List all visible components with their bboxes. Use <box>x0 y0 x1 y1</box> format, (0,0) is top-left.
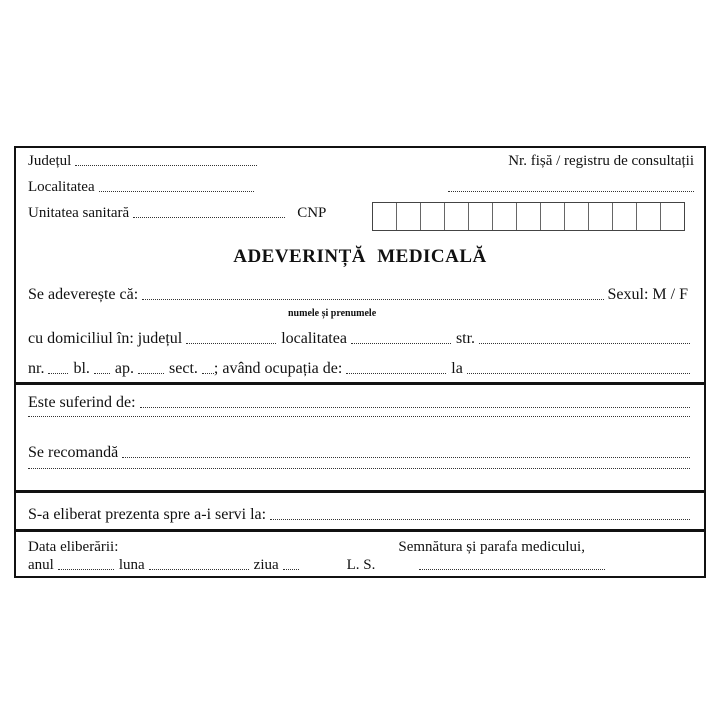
ap-field[interactable] <box>138 373 164 374</box>
suferind-row-2 <box>28 416 694 421</box>
suferind-field-2[interactable] <box>28 416 690 417</box>
medical-certificate-form <box>14 146 706 578</box>
recomanda-row-2 <box>28 468 694 473</box>
localitate-domiciliu-field[interactable] <box>351 343 451 344</box>
recomanda-field-2[interactable] <box>28 468 690 469</box>
cnp-digit[interactable] <box>517 203 541 230</box>
occupation-row <box>28 360 694 378</box>
sex-label: Sexul: M / F <box>607 286 688 303</box>
la-field[interactable] <box>467 373 690 374</box>
cnp-digit[interactable] <box>589 203 613 230</box>
judetul-label: Județul <box>28 153 72 169</box>
semnatura-label: Semnătura și parafa medicului, <box>398 539 585 555</box>
sect-label: sect. <box>169 360 198 377</box>
cnp-digit[interactable] <box>661 203 684 230</box>
eliberat-row <box>28 506 694 524</box>
localitate-label: localitatea <box>281 330 347 347</box>
localitatea-field[interactable] <box>99 191 254 192</box>
ls-label: L. S. <box>346 557 376 573</box>
judetul-field[interactable] <box>75 165 257 166</box>
cnp-digit[interactable] <box>541 203 565 230</box>
cnp-digit[interactable] <box>421 203 445 230</box>
address-row <box>28 330 694 348</box>
str-field[interactable] <box>479 343 690 344</box>
localitatea-row <box>28 178 694 196</box>
judetul-row <box>28 152 694 170</box>
section-divider <box>16 529 704 532</box>
section-divider <box>16 490 704 493</box>
recomanda-field[interactable] <box>122 457 690 458</box>
cnp-boxes[interactable] <box>372 202 685 231</box>
cnp-digit[interactable] <box>613 203 637 230</box>
nr-fisa-label: Nr. fișă / registru de consultații <box>508 153 694 169</box>
cnp-label: CNP <box>297 205 327 221</box>
eliberat-field[interactable] <box>270 519 690 520</box>
judet-domiciliu-field[interactable] <box>186 343 276 344</box>
recomanda-row <box>28 444 694 462</box>
semnatura-field[interactable] <box>419 569 605 570</box>
ziua-label: ziua <box>253 557 279 573</box>
unitatea-field[interactable] <box>133 217 285 218</box>
anul-label: anul <box>28 557 54 573</box>
cnp-digit[interactable] <box>493 203 517 230</box>
cnp-digit[interactable] <box>445 203 469 230</box>
localitatea-label: Localitatea <box>28 179 95 195</box>
recomanda-label: Se recomandă <box>28 444 119 461</box>
suferind-field[interactable] <box>140 407 690 408</box>
luna-field[interactable] <box>149 569 249 570</box>
nr-label: nr. <box>28 360 45 377</box>
data-row <box>28 538 694 556</box>
la-label: la <box>451 360 463 377</box>
eliberat-label: S-a eliberat prezenta spre a-i servi la: <box>28 506 267 523</box>
name-field[interactable] <box>142 299 603 300</box>
ocupatia-field[interactable] <box>346 373 446 374</box>
document-title: ADEVERINȚĂ MEDICALĂ <box>233 246 487 267</box>
ap-label: ap. <box>114 360 135 377</box>
sect-field[interactable] <box>202 373 214 374</box>
name-row <box>28 286 694 304</box>
se-adevereste-label: Se adeverește că: <box>28 286 139 303</box>
unitatea-label: Unitatea sanitară <box>28 205 130 221</box>
cnp-digit[interactable] <box>565 203 589 230</box>
str-label: str. <box>455 330 476 347</box>
data-eliberarii-label: Data eliberării: <box>28 539 119 555</box>
ocupatia-label: ; având ocupația de: <box>213 360 343 377</box>
nr-fisa-field[interactable] <box>448 191 694 192</box>
cnp-digit[interactable] <box>397 203 421 230</box>
date-fields-row <box>28 556 694 574</box>
nr-field[interactable] <box>48 373 68 374</box>
luna-label: luna <box>118 557 145 573</box>
cnp-digit[interactable] <box>469 203 493 230</box>
cnp-digit[interactable] <box>373 203 397 230</box>
cnp-digit[interactable] <box>637 203 661 230</box>
suferind-row <box>28 394 694 412</box>
bl-field[interactable] <box>94 373 110 374</box>
anul-field[interactable] <box>58 569 114 570</box>
ziua-field[interactable] <box>283 569 299 570</box>
name-note: numele și prenumele <box>288 308 377 319</box>
section-divider <box>16 382 704 385</box>
bl-label: bl. <box>73 360 90 377</box>
suferind-label: Este suferind de: <box>28 394 136 411</box>
domiciliu-label: cu domiciliul în: județul <box>28 330 183 347</box>
